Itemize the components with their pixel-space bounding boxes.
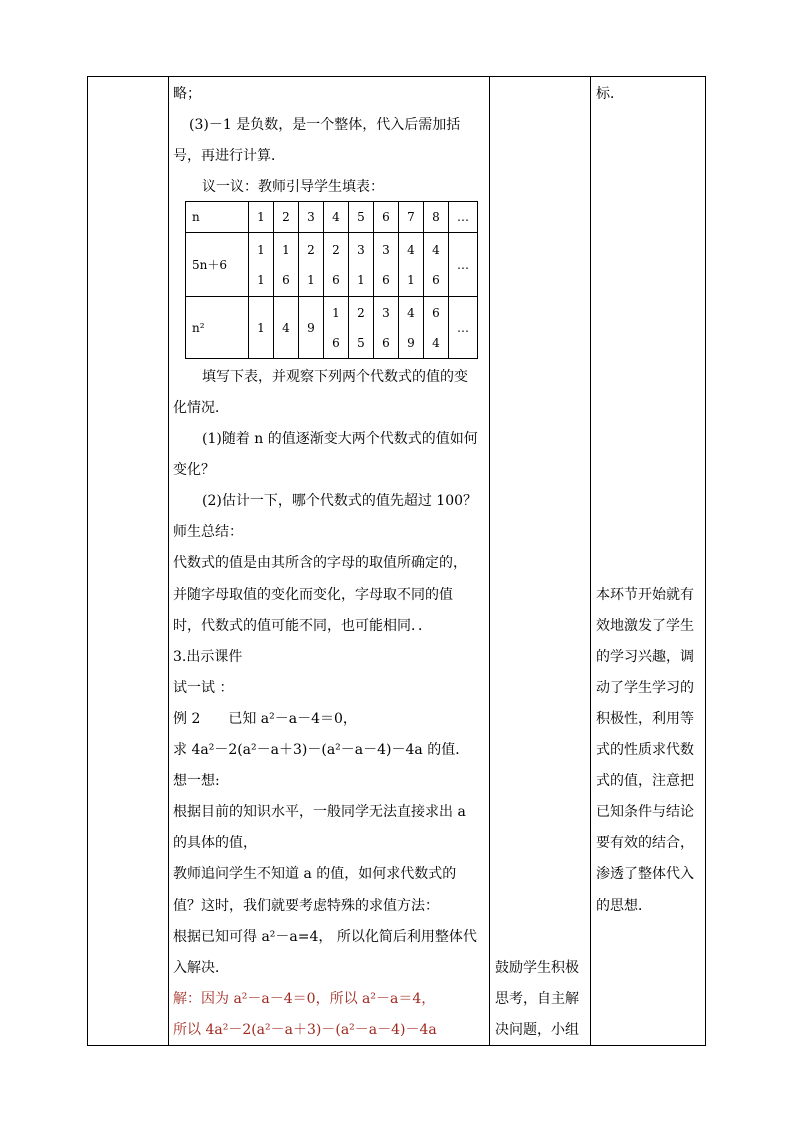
- design-note-line: 本环节开始就有: [596, 587, 694, 603]
- table-cell: 7: [399, 202, 424, 233]
- content-line: 变化？: [173, 462, 215, 478]
- content-line: 号，再进行计算．: [173, 148, 285, 164]
- content-line: (3)－1 是负数，是一个整体，代入后需加括: [189, 117, 461, 133]
- table-cell: 2 5: [349, 297, 374, 359]
- content-line: 想一想:: [173, 773, 220, 789]
- column-divider: [489, 77, 490, 1045]
- content-line: 根据目前的知识水平，一般同学无法直接求出 a: [173, 804, 466, 820]
- design-note-line: 的学习兴趣，调: [596, 649, 694, 665]
- table-cell: n: [186, 202, 249, 233]
- table-cell: 5n＋6: [186, 233, 249, 297]
- table-row: [186, 233, 478, 297]
- table-cell: n²: [186, 297, 249, 359]
- student-activity-line: 鼓励学生积极: [495, 960, 579, 976]
- content-line: 填写下表，并观察下列两个代数式的值的变: [202, 369, 468, 385]
- content-line: 例 2 已知 a²－a－4＝0，: [173, 711, 357, 727]
- design-note-line: 式的性质求代数: [596, 742, 694, 758]
- table-cell: 3 6: [374, 233, 399, 297]
- student-activity-line: 决问题，小组: [495, 1022, 579, 1038]
- table-cell: 5: [349, 202, 374, 233]
- design-note-line: 效地激发了学生: [596, 618, 694, 634]
- table-cell: 1 1: [249, 233, 274, 297]
- content-line: 时，代数式的值可能不同，也可能相同．．: [173, 618, 432, 634]
- design-note-line: 渗透了整体代入: [596, 866, 694, 882]
- table-cell: 9: [299, 297, 324, 359]
- table-cell: 8: [424, 202, 449, 233]
- table-cell: 6 4: [424, 297, 449, 359]
- content-line: 议一议：教师引导学生填表：: [202, 179, 384, 195]
- table-cell: 4: [324, 202, 349, 233]
- content-line: 教师追问学生不知道 a 的值，如何求代数式的: [173, 866, 457, 882]
- table-cell: 3: [299, 202, 324, 233]
- table-cell: 2 1: [299, 233, 324, 297]
- content-line: 3.出示课件: [173, 649, 243, 665]
- column-divider: [590, 77, 591, 1045]
- design-note-line: 积极性，利用等: [596, 711, 694, 727]
- design-note-line: 的思想．: [596, 898, 652, 914]
- column-divider: [168, 77, 169, 1045]
- content-line: 根据已知可得 a²－a=4， 所以化简后利用整体代: [173, 929, 477, 945]
- table-cell: 6: [374, 202, 399, 233]
- content-line: (2)估计一下，哪个代数式的值先超过 100？: [202, 493, 478, 509]
- table-cell: 3 6: [374, 297, 399, 359]
- table-cell: 1 6: [274, 233, 299, 297]
- table-cell: 1: [249, 297, 274, 359]
- content-line: 值？这时，我们就要考虑特殊的求值方法：: [173, 898, 439, 914]
- content-line: 并随字母取值的变化而变化，字母取不同的值: [173, 587, 453, 603]
- table-cell: 2: [274, 202, 299, 233]
- content-line: 入解决．: [173, 960, 229, 976]
- content-line: 代数式的值是由其所含的字母的取值所确定的，: [173, 555, 467, 571]
- solution-line: 解：因为 a²－a－4＝0，所以 a²－a＝4，: [173, 991, 436, 1007]
- table-cell: …: [449, 202, 478, 233]
- table-cell: 1 6: [324, 297, 349, 359]
- content-line: 的具体的值，: [173, 835, 257, 851]
- content-line: 师生总结：: [173, 524, 243, 540]
- table-cell: …: [449, 297, 478, 359]
- table-cell: 4 1: [399, 233, 424, 297]
- content-line: 求 4a²－2(a²－a＋3)－(a²－a－4)－4a 的值．: [173, 742, 470, 758]
- solution-line: 所以 4a²－2(a²－a＋3)－(a²－a－4)－4a: [173, 1022, 437, 1038]
- table-cell: …: [449, 233, 478, 297]
- table-row: [186, 202, 478, 233]
- content-line: 略；: [173, 86, 201, 102]
- table-cell: 4: [274, 297, 299, 359]
- value-table: [185, 201, 478, 359]
- design-note-line: 要有效的结合，: [596, 835, 694, 851]
- design-note-line: 动了学生学习的: [596, 680, 694, 696]
- content-line: 试一试 ：: [173, 680, 234, 696]
- content-line: (1)随着 n 的值逐渐变大两个代数式的值如何: [202, 431, 478, 447]
- table-cell: 1: [249, 202, 274, 233]
- table-row: [186, 297, 478, 359]
- content-line: 化情况．: [173, 400, 229, 416]
- student-activity-line: 思考，自主解: [495, 991, 579, 1007]
- table-cell: 2 6: [324, 233, 349, 297]
- table-cell: 3 1: [349, 233, 374, 297]
- design-note-line: 已知条件与结论: [596, 804, 694, 820]
- table-cell: 4 6: [424, 233, 449, 297]
- table-cell: 4 9: [399, 297, 424, 359]
- design-note-line: 式的值，注意把: [596, 773, 694, 789]
- design-note-line: 标．: [596, 86, 624, 102]
